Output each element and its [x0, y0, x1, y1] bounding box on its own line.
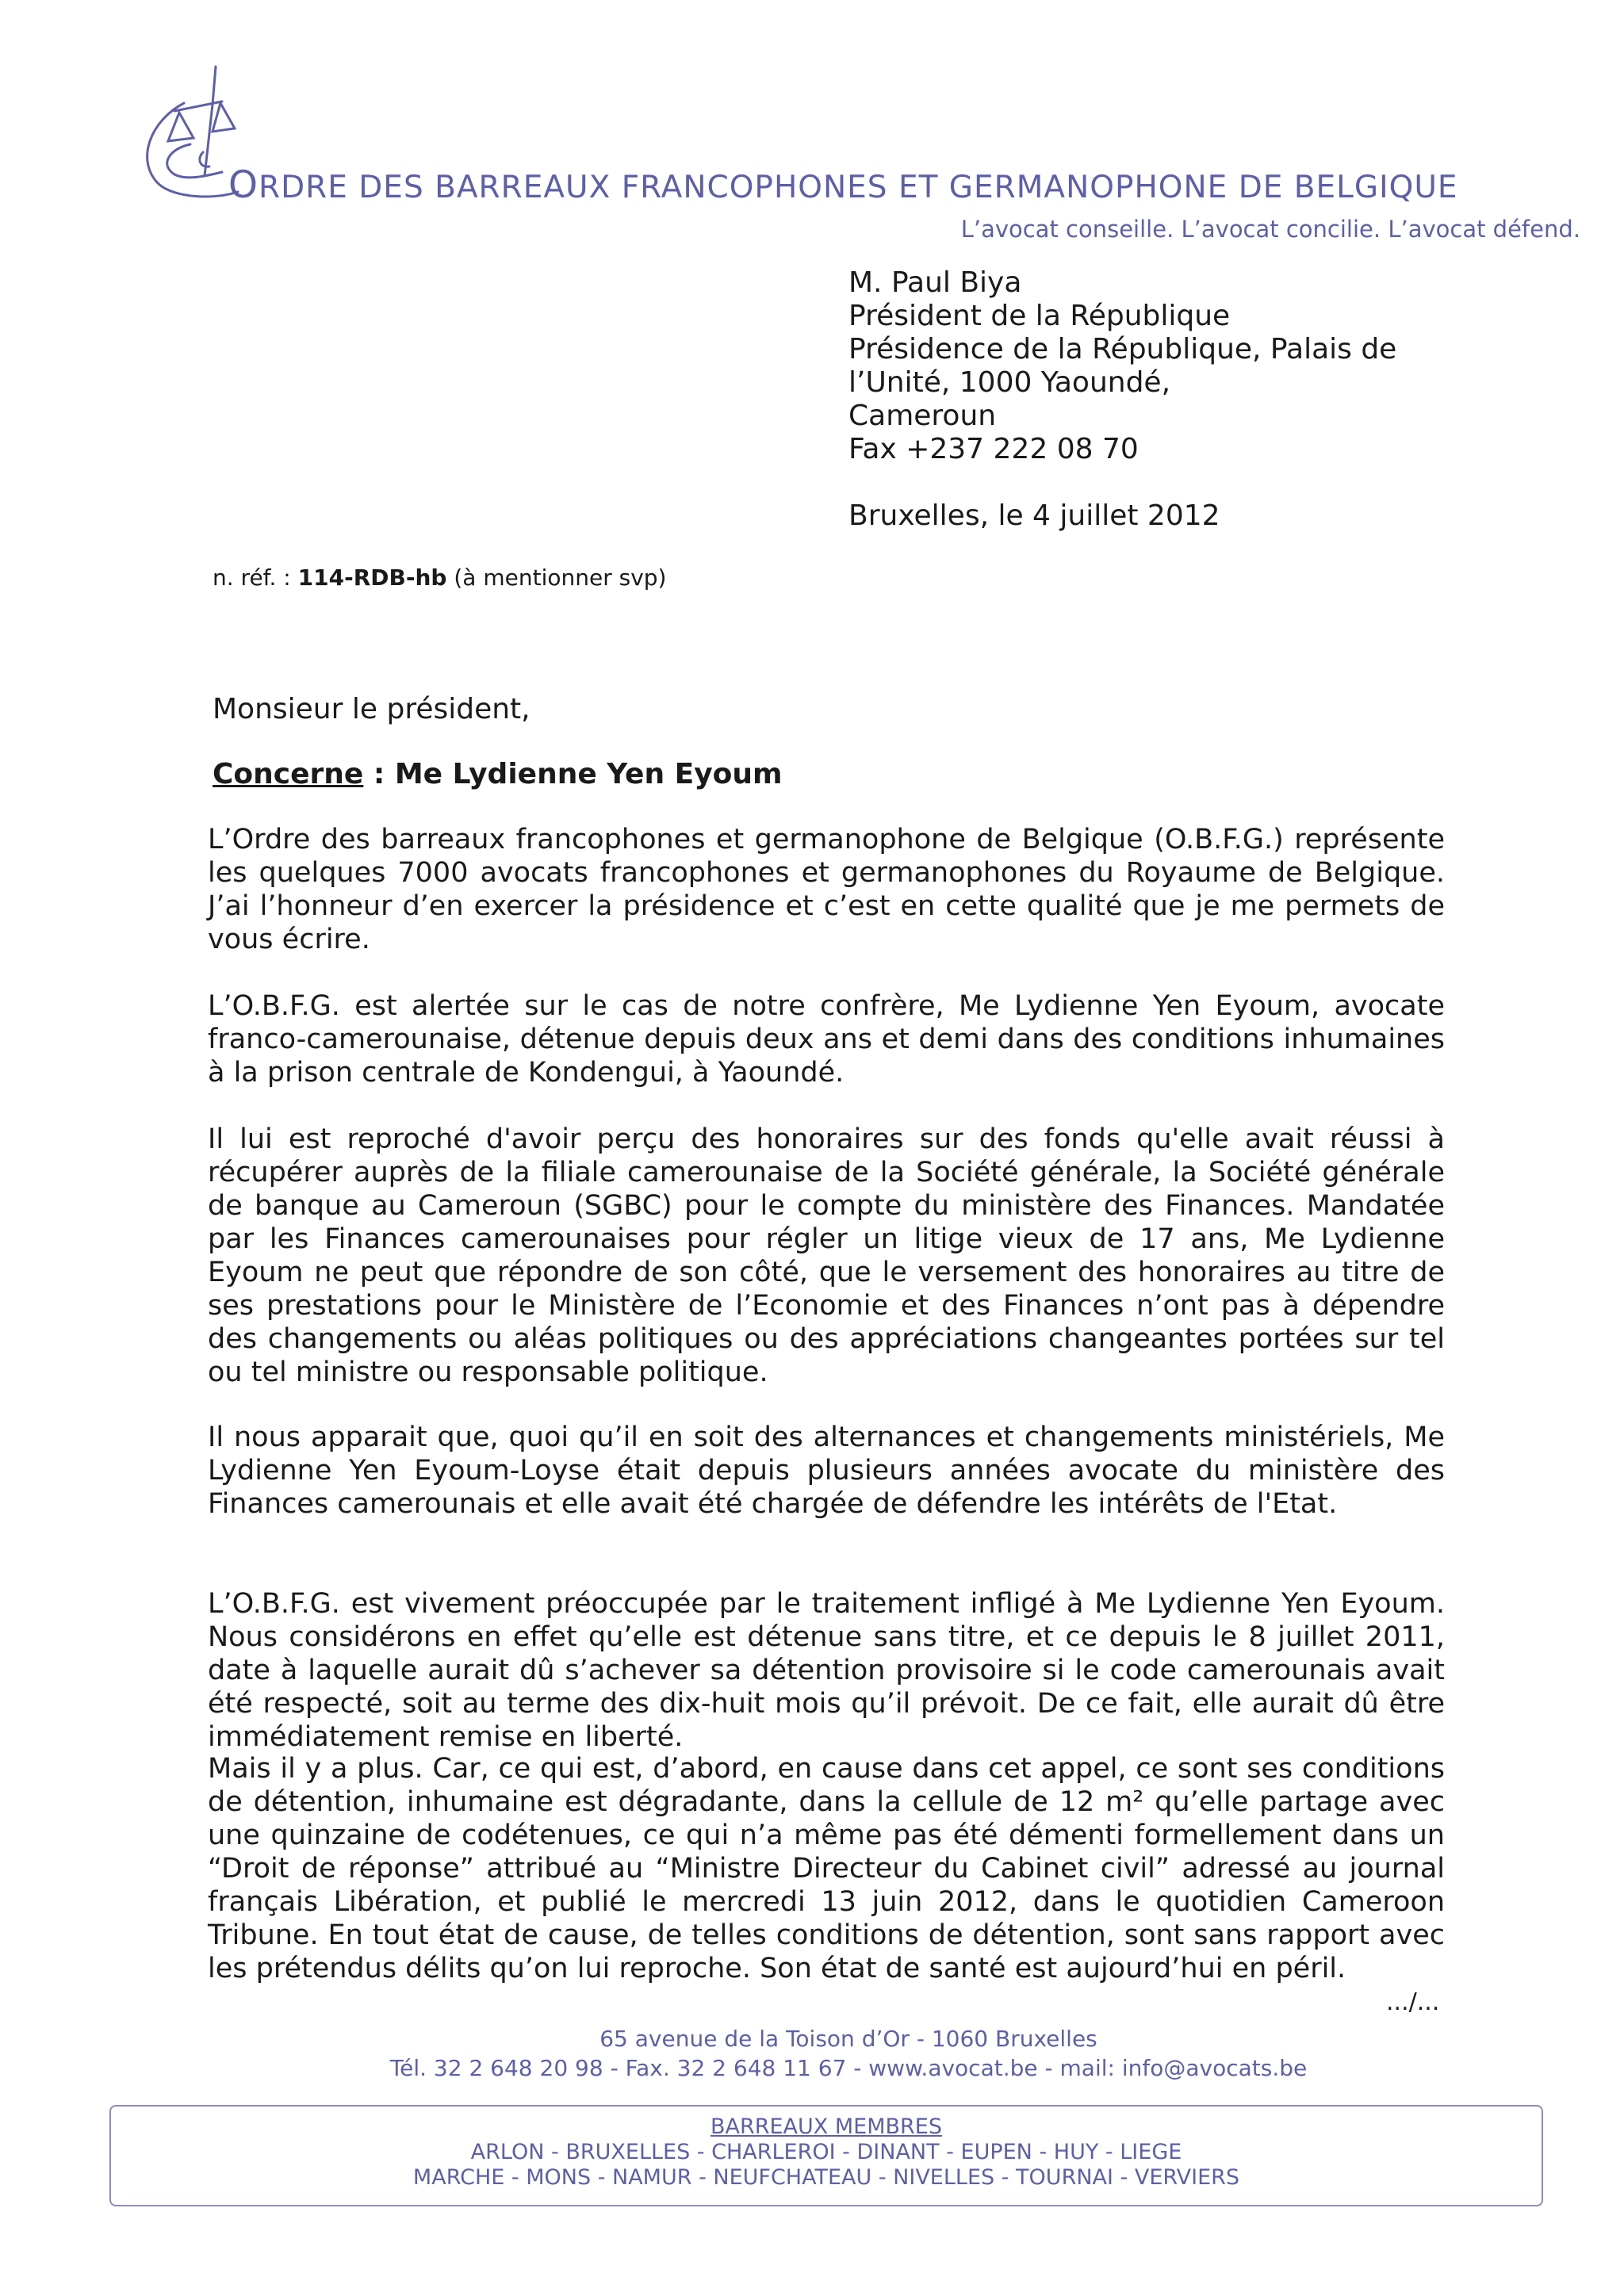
- organization-name-rest: RDRE DES BARREAUX FRANCOPHONES ET GERMANOPHONE DE BELGIQUE: [259, 170, 1458, 205]
- member-bars-title: BARREAUX MEMBRES: [710, 2114, 943, 2139]
- recipient-address: [848, 266, 1396, 466]
- salutation: Monsieur le président,: [213, 693, 530, 725]
- subject-text: Me Lydienne Yen Eyoum: [394, 758, 783, 790]
- body-paragraph: L’Ordre des barreaux francophones et germanophone de Belgique (O.B.F.G.) représente les quelques 7000 avocats francophones et germanophones du Royaume de Belgique. J’ai l’honneur d’en exercer la présidence et c’est en cette qualité que je me permets de vous écrire.: [208, 824, 1445, 955]
- footer-address: 65 avenue de la Toison d’Or - 1060 Bruxelles: [599, 2026, 1097, 2052]
- recipient-line: Présidence de la République, Palais de: [848, 333, 1397, 365]
- letter-date: Bruxelles, le 4 juillet 2012: [848, 499, 1220, 532]
- body-paragraph: Il nous apparait que, quoi qu’il en soit des alternances et changements ministériels, Me Lydienne Yen Eyoum-Loyse était depuis plusieurs années avocate du ministère des Finances camerounais et elle avait été chargée de défendre les intérêts de l'Etat.: [208, 1422, 1445, 1520]
- reference-code: 114-RDB-hb: [297, 564, 447, 591]
- organization-name: [228, 163, 1458, 207]
- reference-line: [213, 564, 666, 591]
- member-bars-line: MARCHE - MONS - NAMUR - NEUFCHATEAU - NIVELLES - TOURNAI - VERVIERS: [412, 2165, 1240, 2190]
- body-paragraph: L’O.B.F.G. est vivement préoccupée par le traitement infligé à Me Lydienne Yen Eyoum. Nous considérons en effet qu’elle est détenue sans titre, et ce depuis le 8 juillet 2011, date à laquelle aurait dû s’achever sa détention provisoire si le code camerounais avait été respecté, soit au terme des dix-huit mois qu’il prévoit. De ce fait, elle aurait dû être immédiatement remise en liberté.: [208, 1588, 1445, 1753]
- body-paragraph: Il lui est reproché d'avoir perçu des honoraires sur des fonds qu'elle avait réussi à récupérer auprès de la filiale camerounaise de la Société générale, la Société générale de banque au Cameroun (SGBC) pour le compte du ministère des Finances. Mandatée par les Finances camerounaises pour régler un litige vieux de 17 ans, Me Lydienne Eyoum ne peut que répondre de son côté, que le versement des honoraires au titre de ses prestations pour le Ministère de l’Economie et des Finances n’ont pas à dépendre des changements ou aléas politiques ou des appréciations changeantes portées sur tel ou tel ministre ou responsable politique.: [208, 1123, 1445, 1388]
- member-bars-line: ARLON - BRUXELLES - CHARLEROI - DINANT - EUPEN - HUY - LIEGE: [470, 2140, 1182, 2164]
- subject-label: Concerne: [213, 758, 364, 790]
- tagline: L’avocat conseille. L’avocat concilie. L’avocat défend.: [960, 216, 1580, 243]
- subject-line: [213, 758, 783, 790]
- recipient-line: Fax +237 222 08 70: [848, 433, 1139, 465]
- recipient-line: Cameroun: [848, 400, 997, 432]
- member-bars-box: [109, 2105, 1543, 2206]
- continuation-mark: .../...: [1386, 1988, 1440, 2016]
- subject-separator: :: [363, 758, 395, 790]
- body-paragraph: Mais il y a plus. Car, ce qui est, d’abord, en cause dans cet appel, ce sont ses conditions de détention, inhumaine est dégradante, dans la cellule de 12 m² qu’elle partage avec une quinzaine de codétenues, ce qui n’a même pas été démenti formellement dans un “Droit de réponse” attribué au “Ministre Directeur du Cabinet civil” adressé au journal français Libération, et publié le mercredi 13 juin 2012, dans le quotidien Cameroon Tribune. En tout état de cause, de telles conditions de détention, sont sans rapport avec les prétendus délits qu’on lui reproche. Son état de santé est aujourd’hui en péril.: [208, 1753, 1445, 1984]
- footer-contact: Tél. 32 2 648 20 98 - Fax. 32 2 648 11 67 - www.avocat.be - mail: info@avocats.be: [389, 2055, 1308, 2081]
- organization-name-initial: O: [228, 163, 259, 207]
- recipient-line: Président de la République: [848, 300, 1231, 332]
- body-paragraph: L’O.B.F.G. est alertée sur le cas de notre confrère, Me Lydienne Yen Eyoum, avocate franco-camerounaise, détenue depuis deux ans et demi dans des conditions inhumaines à la prison centrale de Kondengui, à Yaoundé.: [208, 990, 1445, 1089]
- recipient-line: l’Unité, 1000 Yaoundé,: [848, 366, 1171, 399]
- reference-note: (à mentionner svp): [454, 564, 667, 591]
- reference-prefix: n. réf. :: [213, 564, 291, 591]
- recipient-line: M. Paul Biya: [848, 266, 1022, 299]
